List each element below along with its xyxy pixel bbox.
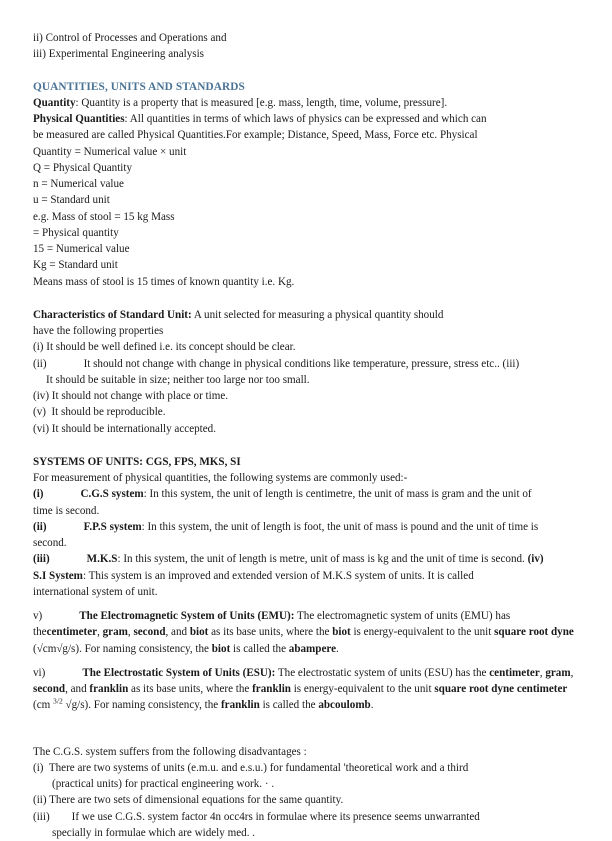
system-mks-marker: (iii) xyxy=(33,553,50,566)
characteristic-text-ii: It should not change with change in physical conditions like temperature, pressure, stress etc.. (iii) xyxy=(83,357,520,370)
system-emu-b9: abampere xyxy=(288,642,337,655)
example-standard-unit: Kg = Standard unit xyxy=(33,259,118,272)
characteristic-item-i xyxy=(33,339,576,355)
characteristic-item-iv xyxy=(33,388,576,404)
system-esu-t5: as its base units, where the xyxy=(128,683,253,695)
disadvantage-marker-i: (i) xyxy=(33,761,44,774)
example-mass-of-stool: e.g. Mass of stool = 15 kg Mass xyxy=(33,210,175,223)
system-emu-t6: is energy-equivalent to the unit xyxy=(350,626,495,639)
system-fps-line2: second. xyxy=(33,537,67,549)
disadvantage-item-i xyxy=(33,760,576,776)
disadvantage-item-i-continued: (practical units) for practical engineering work. · . xyxy=(52,778,275,790)
system-fps-text: : In this system, the unit of length is foot, the unit of mass is pound and the unit of time is xyxy=(141,520,539,533)
characteristic-item-vi xyxy=(33,421,576,437)
characteristics-heading-rest: A unit selected for measuring a physical quantity should xyxy=(191,308,444,321)
system-esu-b5: franklin xyxy=(252,683,291,695)
system-esu-paragraph xyxy=(33,665,576,714)
example-conclusion: Means mass of stool is 15 times of known quantity i.e. Kg. xyxy=(33,275,295,288)
system-emu-b7: root dyne xyxy=(528,626,574,639)
characteristic-marker-iv: (iv) xyxy=(33,390,50,402)
system-emu-b5: biot xyxy=(332,626,351,639)
system-cgs-line2: time is second. xyxy=(33,504,100,517)
system-si-line1 xyxy=(33,568,576,584)
definition-u: u = Standard unit xyxy=(33,194,110,207)
system-si-name: S.I System xyxy=(33,569,83,582)
system-si-line2: international system of unit. xyxy=(33,585,158,598)
intro-line-iii: iii) Experimental Engineering analysis xyxy=(33,48,204,61)
disadvantages-intro: The C.G.S. system suffers from the following disadvantages : xyxy=(33,745,307,758)
system-esu-title: The Electrostatic System of Units (ESU): xyxy=(82,666,276,679)
document-body xyxy=(33,30,576,841)
system-esu-t9: . xyxy=(370,699,374,712)
system-mks-line1 xyxy=(33,551,576,567)
system-emu-t7: (√cm√g/s). For naming consistency, the xyxy=(33,626,577,655)
system-emu-b8: biot xyxy=(211,642,231,655)
system-emu-t4: , and xyxy=(165,626,190,639)
characteristic-marker-ii: (ii) xyxy=(33,357,47,370)
disadvantage-text-i: There are two systems of units (e.m.u. and e.s.u.) for fundamental 'theoretical work and a third xyxy=(43,761,469,774)
system-emu-t3: , xyxy=(127,626,134,639)
system-emu-b2: gram xyxy=(102,626,128,639)
spacer xyxy=(33,714,576,744)
example-physical-quantity: = Physical quantity xyxy=(33,226,119,239)
physical-quantities-definition-line2: be measured are called Physical Quantities.For example; Distance, Speed, Mass, Force etc. Physical xyxy=(33,129,478,142)
system-esu-b4: franklin xyxy=(89,683,129,695)
system-esu-marker: vi) xyxy=(33,666,46,679)
system-si-text: : This system is an improved and extended version of M.K.S system of units. It is called xyxy=(82,569,474,582)
disadvantage-marker-ii: (ii) xyxy=(33,794,47,807)
characteristics-term: Characteristics of Standard Unit: xyxy=(33,308,192,321)
systems-intro: For measurement of physical quantities, the following systems are commonly used:- xyxy=(33,472,408,484)
spacer xyxy=(33,437,576,454)
disadvantage-marker-iii: (iii) xyxy=(33,810,50,823)
spacer xyxy=(33,290,576,307)
characteristic-item-v xyxy=(33,404,576,420)
system-emu-t8: is called the xyxy=(230,642,289,655)
system-esu-b2: gram xyxy=(545,666,571,679)
characteristic-text-iv: It should not change with place or time. xyxy=(49,390,229,402)
system-esu-exponent: 3/2 xyxy=(53,696,63,706)
system-esu-t7b: √g/s). For naming consistency, the xyxy=(62,699,221,712)
physical-quantities-term: Physical Quantities xyxy=(33,113,125,125)
system-esu-t8: is called the xyxy=(259,699,319,712)
disadvantage-item-ii xyxy=(33,792,576,808)
heading-systems-of-units: SYSTEMS OF UNITS: CGS, FPS, MKS, SI xyxy=(33,455,241,468)
physical-quantities-definition-line1 xyxy=(33,111,576,127)
system-esu-b9: abcoulomb xyxy=(318,699,371,712)
system-emu-t9: . xyxy=(336,642,339,655)
system-esu-t6: is energy-equivalent to the unit xyxy=(290,683,435,695)
system-si-marker: (iv) xyxy=(527,553,544,566)
system-esu-t7a: (cm xyxy=(33,683,571,712)
characteristic-text-i: It should be well defined i.e. its concept should be clear. xyxy=(43,341,296,354)
definition-q: Q = Physical Quantity xyxy=(33,161,133,174)
system-fps-name: F.P.S system xyxy=(83,520,142,533)
physical-quantities-text-1: : All quantities in terms of which laws of physics can be expressed and which can xyxy=(124,113,487,125)
characteristic-marker-v: (v) xyxy=(33,406,46,419)
system-esu-t4: , and xyxy=(65,683,90,695)
system-emu-b1: centimeter xyxy=(46,626,98,639)
disadvantage-item-iii xyxy=(33,809,576,825)
system-fps-marker: (ii) xyxy=(33,520,47,533)
system-emu-title: The Electromagnetic System of Units (EMU): xyxy=(79,610,295,622)
characteristic-item-iii-continued: It should be suitable in size; neither too large nor too small. xyxy=(46,373,310,386)
system-esu-b7: dyne centimeter xyxy=(491,683,568,695)
system-mks-text: : In this system, the unit of length is metre, unit of mass is kg and the unit of time is second. xyxy=(117,553,528,566)
system-emu-b6: square xyxy=(494,626,526,639)
system-cgs-name: C.G.S system xyxy=(80,488,144,501)
system-esu-t3: , xyxy=(570,666,577,679)
system-esu-b1: centimeter xyxy=(489,666,540,679)
disadvantage-text-iii: If we use C.G.S. system factor 4n occ4rs in formulae where its presence seems unwarranted xyxy=(71,810,480,823)
system-esu-b6: square root xyxy=(434,683,489,695)
physical-quantities-definition-line3: Quantity = Numerical value × unit xyxy=(33,145,187,158)
system-emu-t2: , xyxy=(97,626,103,639)
characteristic-marker-i: (i) xyxy=(33,341,44,354)
system-esu-t2: , xyxy=(539,666,546,679)
system-emu-t5: as its base units, where the xyxy=(208,626,333,639)
definition-n: n = Numerical value xyxy=(33,178,124,190)
spacer xyxy=(33,63,576,79)
system-esu-t1: The electrostatic system of units (ESU) has the xyxy=(275,666,490,679)
example-numerical-value: 15 = Numerical value xyxy=(33,243,130,255)
system-emu-marker: v) xyxy=(33,610,43,622)
system-emu-t1: The electromagnetic system of units (EMU) has the xyxy=(33,610,513,639)
system-emu-b3: second xyxy=(133,626,166,639)
system-fps-line1 xyxy=(33,519,576,535)
quantity-definition-text: : Quantity is a property that is measured [e.g. mass, length, time, volume, pressure]. xyxy=(75,96,448,109)
spacer xyxy=(33,657,576,665)
system-emu-b4: biot xyxy=(189,626,209,639)
system-mks-name: M.K.S xyxy=(86,553,118,566)
characteristic-text-vi: It should be internationally accepted. xyxy=(49,422,216,435)
system-cgs-line1 xyxy=(33,486,576,502)
heading-quantities-units-standards: QUANTITIES, UNITS AND STANDARDS xyxy=(33,80,245,93)
characteristic-item-ii xyxy=(33,356,576,372)
system-esu-b8: franklin xyxy=(220,699,260,712)
system-cgs-marker: (i) xyxy=(33,488,44,501)
spacer xyxy=(33,600,576,608)
disadvantage-text-ii: There are two sets of dimensional equations for the same quantity. xyxy=(46,794,344,807)
quantity-definition xyxy=(33,95,576,111)
characteristic-text-v: It should be reproducible. xyxy=(45,406,166,419)
system-cgs-text: : In this system, the unit of length is centimetre, the unit of mass is gram and the unit of xyxy=(143,488,532,501)
characteristic-marker-vi: (vi) xyxy=(33,422,50,435)
heading-characteristics-standard-unit xyxy=(33,307,576,323)
intro-line-ii: ii) Control of Processes and Operations and xyxy=(33,32,227,44)
disadvantage-item-iii-continued: specially in formulae which are widely med. . xyxy=(52,826,256,839)
characteristics-line2: have the following properties xyxy=(33,325,164,337)
system-esu-b3: second xyxy=(33,683,66,695)
system-emu-paragraph xyxy=(33,608,576,657)
quantity-term: Quantity xyxy=(33,96,76,109)
